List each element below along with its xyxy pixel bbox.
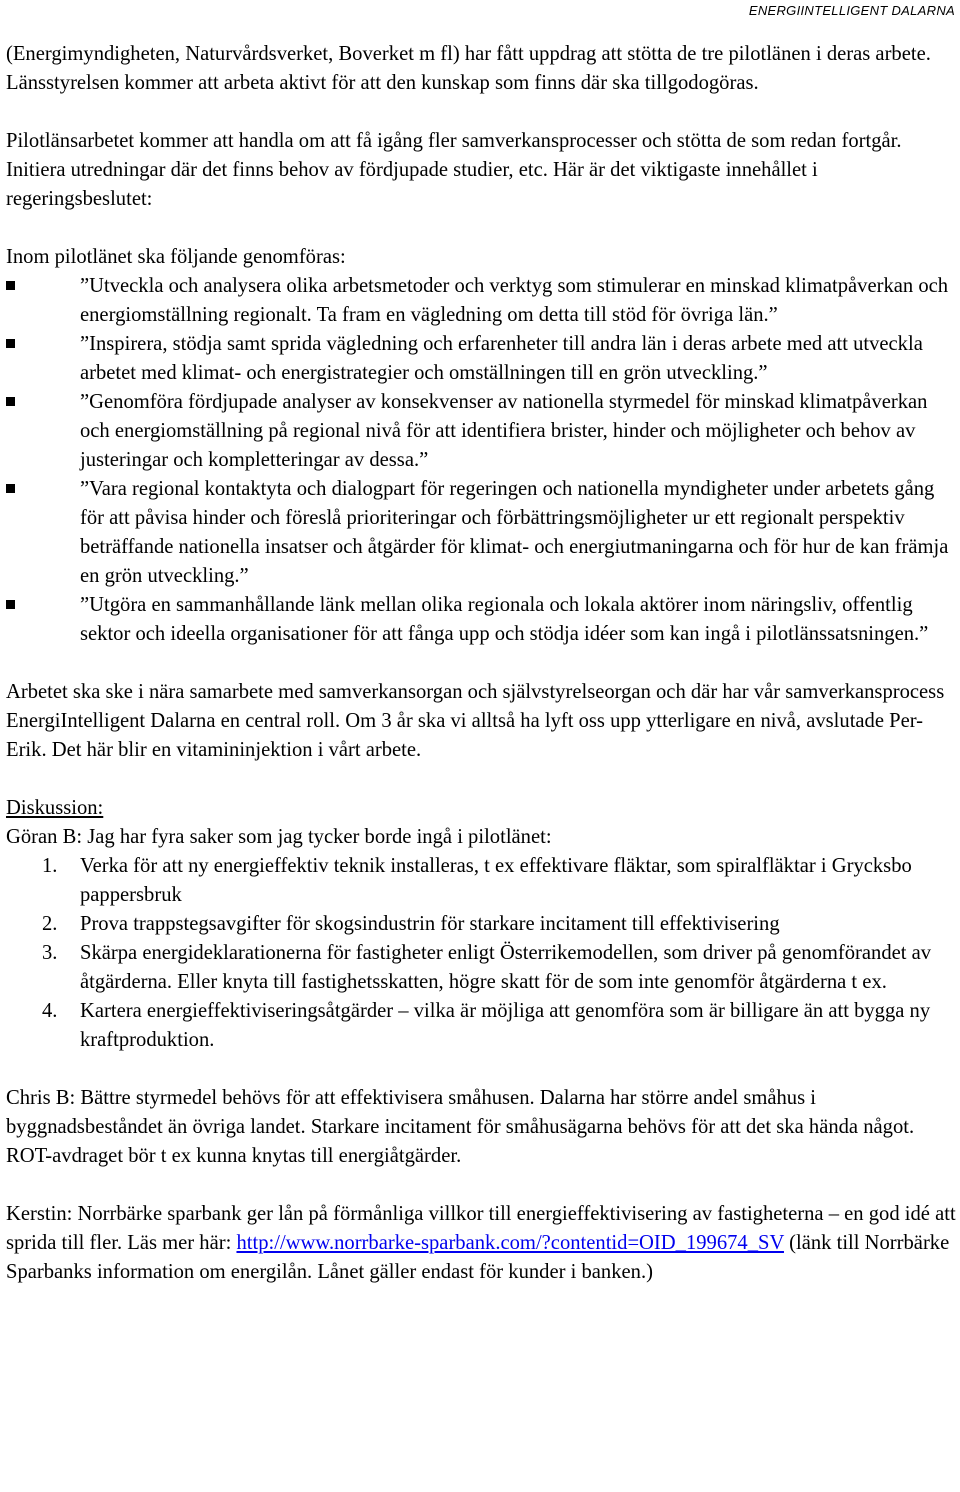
document-header bbox=[749, 3, 955, 18]
square-bullet-icon bbox=[6, 281, 15, 290]
list-number: 3. bbox=[42, 942, 58, 964]
list-item-text: ”Inspirera, stödja samt sprida vägledning och erfarenheter till andra län i deras arbete med att utveckla arbetet med klimat- och energistrategier och omställningen till en grön utveckling.” bbox=[80, 333, 923, 384]
list-item-text: ”Vara regional kontaktyta och dialogpart för regeringen och nationella myndigheter under arbetets gång för att påvisa hinder och föreslå prioriteringar och förbättringsmöjligheter ur ett regionalt perspektiv beträffande nationella insatser och åtgärder för klimat- och energiutmaningarna och för hur de kan främja en grön utveckling.” bbox=[80, 478, 949, 587]
goran-lead: Göran B: Jag har fyra saker som jag tycker borde ingå i pilotlänet: bbox=[6, 826, 552, 848]
intro-paragraph-1: (Energimyndigheten, Naturvårdsverket, Boverket m fl) har fått uppdrag att stötta de tre pilotlänen i deras arbete. Länsstyrelsen kommer att arbeta aktivt för att den kunskap som finns där ska tillgodogöras. bbox=[6, 43, 931, 94]
kerstin-paragraph bbox=[6, 1200, 956, 1287]
square-bullet-icon bbox=[6, 600, 15, 609]
list-item bbox=[6, 997, 956, 1055]
kerstin-text-after: (länk till Norrbärke Sparbanks information om energilån. Lånet gäller endast för kunder i banken.) bbox=[6, 1232, 950, 1283]
pilot-lead: Inom pilotlänet ska följande genomföras: bbox=[6, 246, 346, 268]
square-bullet-icon bbox=[6, 339, 15, 348]
list-item-text: Kartera energieffektiviseringsåtgärder – vilka är möjliga att genomföra som är billigare än att bygga ny kraftproduktion. bbox=[80, 1000, 931, 1051]
list-item-text: Prova trappstegsavgifter för skogsindustrin för starkare incitament till effektivisering bbox=[80, 913, 780, 935]
chris-paragraph: Chris B: Bättre styrmedel behövs för att effektivisera småhusen. Dalarna har större andel småhus i byggnadsbeståndet än övriga landet. Starkare incitament för småhusägarna behövs för att det ska hända något. ROT-avdraget bör t ex kunna knytas till energiåtgärder. bbox=[6, 1087, 915, 1167]
list-number: 2. bbox=[42, 913, 58, 935]
list-item bbox=[6, 591, 956, 649]
intro-paragraph-2: Pilotlänsarbetet kommer att handla om att få igång fler samverkansprocesser och stötta de som redan fortgår. Initiera utredningar där det finns behov av fördjupade studier, etc. Här är det viktigaste innehållet i regeringsbeslutet: bbox=[6, 130, 902, 210]
list-item bbox=[6, 330, 956, 388]
goran-point-list bbox=[6, 852, 956, 1055]
header-title: ENERGIINTELLIGENT DALARNA bbox=[748, 3, 955, 18]
closing-paragraph: Arbetet ska ske i nära samarbete med samverkansorgan och självstyrelseorgan och där har vår samverkansprocess EnergiIntelligent Dalarna en central roll. Om 3 år ska vi alltså ha lyft oss upp ytterligare en nivå, avslutade Per-Erik. Det här blir en vitamininjektion i vårt arbete. bbox=[6, 681, 945, 761]
document-body bbox=[6, 40, 956, 1287]
kerstin-text-before: Kerstin: Norrbärke sparbank ger lån på förmånliga villkor till energieffektivisering av fastigheterna – en god idé att sprida till fler. Läs mer här: bbox=[6, 1203, 956, 1254]
list-item-text: ”Genomföra fördjupade analyser av konsekvenser av nationella styrmedel för minskad klimatpåverkan och energiomställning på regional nivå för att identifiera brister, hinder och möjligheter och behov av justeringar och kompletteringar av dessa.” bbox=[80, 391, 928, 471]
list-item bbox=[6, 388, 956, 475]
list-item-text: Verka för att ny energieffektiv teknik installeras, t ex effektivare fläktar, som spiralfläktar i Grycksbo pappersbruk bbox=[80, 855, 912, 906]
discussion-heading: Diskussion: bbox=[6, 797, 104, 819]
pilot-task-list bbox=[6, 272, 956, 649]
square-bullet-icon bbox=[6, 484, 15, 493]
norrbarke-sparbank-link[interactable]: http://www.norrbarke-sparbank.com/?contentid=OID_199674_SV bbox=[236, 1232, 784, 1254]
list-item-text: ”Utgöra en sammanhållande länk mellan olika regionala och lokala aktörer inom näringsliv, offentlig sektor och ideella organisationer för att fånga upp och stödja idéer som kan ingå i pilotlänssatsningen.” bbox=[80, 594, 929, 645]
list-item-text: ”Utveckla och analysera olika arbetsmetoder och verktyg som stimulerar en minskad klimatpåverkan och energiomställning regionalt. Ta fram en vägledning om detta till stöd för övriga län.” bbox=[80, 275, 949, 326]
list-item bbox=[6, 475, 956, 591]
list-item bbox=[6, 939, 956, 997]
list-number: 1. bbox=[42, 855, 58, 877]
list-item bbox=[6, 910, 956, 939]
list-item bbox=[6, 852, 956, 910]
list-item bbox=[6, 272, 956, 330]
list-item-text: Skärpa energideklarationerna för fastigheter enligt Österrikemodellen, som driver på genomförandet av åtgärderna. Eller knyta till fastighetsskatten, högre skatt för de som inte genomför åtgärderna t ex. bbox=[80, 942, 932, 993]
list-number: 4. bbox=[42, 1000, 58, 1022]
square-bullet-icon bbox=[6, 397, 15, 406]
